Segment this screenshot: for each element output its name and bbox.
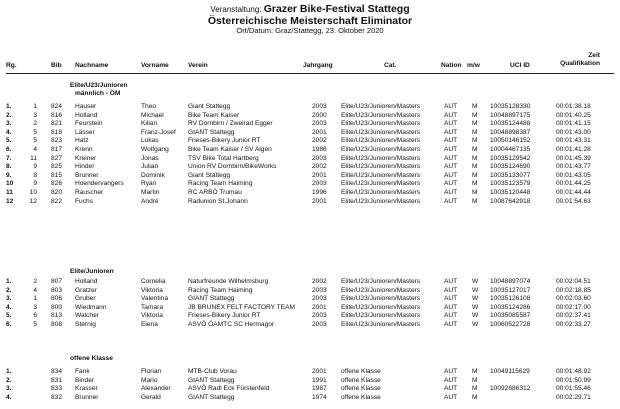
cell-bib: 827: [51, 154, 63, 162]
cell-club: Frieses-Bikery Junior RT: [188, 312, 261, 320]
cell-nation: AUT: [444, 286, 458, 294]
cell-rank: 7.: [6, 154, 12, 162]
cell-bib: 822: [51, 197, 63, 205]
cell-category: Elite/U23/Junioren/Masters: [341, 278, 421, 285]
cell-lastname: Holland: [75, 111, 98, 119]
cell-start-pos: 1: [33, 103, 37, 110]
cell-year: 2001: [312, 171, 327, 179]
cell-gender: W: [472, 295, 479, 303]
cell-lastname: Krenn: [75, 146, 93, 153]
cell-gender: M: [472, 180, 478, 188]
cell-category: Elite/U23/Junioren/Masters: [341, 189, 421, 196]
cell-category: Elite/U23/Junioren/Masters: [341, 180, 421, 188]
cell-category: Elite/U23/Junioren/Masters: [341, 295, 421, 303]
section-title: Elite/U23/Junioren: [70, 82, 128, 89]
cell-lastname: Binder: [75, 376, 95, 384]
section-title: offene Klasse: [70, 355, 113, 362]
cell-nation: AUT: [444, 154, 458, 162]
cell-rank: 2.: [6, 286, 12, 294]
cell-club: GIANT Stattegg: [188, 128, 235, 136]
cell-bib: 808: [51, 321, 63, 328]
cell-year: 1974: [312, 393, 327, 401]
col-nation: Nation: [441, 62, 462, 69]
col-uci-id: UCI ID: [510, 62, 530, 69]
cell-uci-id: 10035120448: [490, 189, 531, 196]
cell-bib: 817: [51, 146, 63, 153]
cell-bib: 816: [51, 111, 63, 119]
cell-gender: W: [472, 312, 479, 320]
cell-rank: 4.: [6, 128, 12, 136]
cell-start-pos: 10: [29, 189, 37, 196]
organizer-label: Veranstaltung:: [210, 5, 262, 14]
cell-bib: 806: [51, 295, 63, 303]
cell-firstname: Dominik: [141, 171, 165, 179]
cell-bib: 818: [51, 128, 63, 136]
cell-time: 00:01:55.46: [556, 385, 591, 393]
cell-lastname: Sternig: [75, 321, 96, 328]
cell-lastname: Krasser: [75, 385, 98, 393]
cell-time: 00:01:50.99: [556, 376, 591, 384]
cell-category: offene Klasse: [341, 376, 381, 384]
cell-time: 00:02:33.27: [556, 321, 591, 328]
cell-nation: AUT: [444, 368, 458, 375]
cell-time: 00:01:48.92: [556, 368, 591, 375]
cell-start-pos: 3: [33, 111, 37, 119]
cell-bib: 803: [51, 286, 63, 294]
cell-year: 2003: [312, 321, 327, 328]
cell-gender: M: [472, 197, 478, 205]
cell-gender: W: [472, 278, 479, 285]
cell-category: offene Klasse: [341, 385, 381, 393]
cell-time: 00:02:04.51: [556, 278, 591, 285]
cell-time: 00:02:37.41: [556, 312, 591, 320]
cell-nation: AUT: [444, 146, 458, 153]
cell-time: 00:02:17.00: [556, 303, 591, 311]
cell-club: Union RV Dornbirn/BikeWorks: [188, 163, 277, 171]
cell-start-pos: 4: [33, 286, 37, 294]
cell-club: MTB-Club Vorau: [188, 368, 237, 375]
col-time-line1: Zeit: [588, 52, 600, 59]
cell-start-pos: 6: [33, 312, 37, 320]
document-header: [0, 0, 620, 36]
cell-bib: 815: [51, 171, 63, 179]
cell-start-pos: 8: [33, 171, 37, 179]
section-subtitle: männlich - ÖM: [75, 90, 121, 97]
cell-year: 2001: [312, 368, 327, 375]
cell-uci-id: 10035129542: [490, 154, 531, 162]
cell-nation: AUT: [444, 385, 458, 393]
cell-category: Elite/U23/Junioren/Masters: [341, 197, 421, 205]
cell-club: RV Dornbirn / Zweirad Egger: [188, 120, 273, 128]
cell-year: 2002: [312, 137, 327, 145]
cell-uci-id: 10092686312: [490, 385, 531, 393]
cell-uci-id: 10060522728: [490, 321, 531, 328]
cell-bib: 826: [51, 180, 63, 188]
column-header-row: [0, 51, 620, 73]
cell-nation: AUT: [444, 278, 458, 285]
cell-start-pos: 3: [33, 303, 37, 311]
cell-firstname: André: [141, 197, 159, 205]
cell-time: 00:01:41.28: [556, 146, 591, 153]
cell-firstname: Jonas: [141, 154, 159, 162]
cell-firstname: Julian: [141, 163, 159, 171]
cell-lastname: Fuchs: [75, 197, 93, 205]
cell-category: Elite/U23/Junioren/Masters: [341, 171, 421, 179]
col-rank: Rg.: [6, 62, 17, 69]
cell-start-pos: 2: [33, 278, 37, 285]
cell-nation: AUT: [444, 295, 458, 303]
cell-club: Giant Stattegg: [188, 171, 231, 179]
col-bib: Bib: [51, 62, 62, 69]
cell-firstname: Franz-Josef: [141, 128, 176, 136]
cell-nation: AUT: [444, 120, 458, 128]
cell-club: TSV Bike Total Hartberg: [188, 154, 259, 162]
cell-gender: M: [472, 171, 478, 179]
cell-category: Elite/U23/Junioren/Masters: [341, 128, 421, 136]
cell-rank: 4.: [6, 303, 12, 311]
cell-gender: M: [472, 154, 478, 162]
cell-uci-id: 10048897074: [490, 278, 531, 285]
cell-time: 00:02:29.71: [556, 393, 591, 401]
cell-start-pos: 5: [33, 137, 37, 145]
cell-bib: 821: [51, 120, 63, 128]
cell-firstname: Kilian: [141, 120, 158, 128]
cell-year: 1987: [312, 385, 327, 393]
cell-uci-id: 10049115629: [490, 368, 530, 375]
cell-gender: W: [472, 321, 479, 328]
cell-rank: 1.: [6, 368, 12, 375]
cell-club: Bike Team Kaiser / SV Aigen: [188, 146, 272, 153]
cell-time: 00:01:43.31: [556, 137, 591, 145]
cell-club: ASVÖ ÖAMTC SC Hermagor: [188, 321, 275, 328]
cell-lastname: Wiedmann: [75, 303, 107, 311]
cell-nation: AUT: [444, 197, 458, 205]
cell-lastname: Hinder: [75, 163, 95, 171]
cell-time: 00:01:43.77: [556, 163, 591, 171]
cell-rank: 12: [6, 197, 14, 205]
cell-club: GIANT Stattegg: [188, 376, 235, 384]
cell-firstname: Wolfgang: [141, 146, 169, 153]
cell-uci-id: 10035123579: [490, 180, 531, 188]
cell-year: 2000: [312, 111, 327, 119]
cell-firstname: Alexander: [141, 385, 171, 393]
cell-rank: 3.: [6, 385, 12, 393]
col-club: Verein: [188, 62, 208, 69]
cell-uci-id: 10035124286: [490, 303, 531, 311]
cell-category: offene Klasse: [341, 393, 381, 401]
cell-rank: 5.: [6, 137, 12, 145]
cell-lastname: Brunner: [75, 171, 99, 179]
cell-club: Naturfreunde Wilhelmsburg: [188, 278, 269, 285]
cell-firstname: Florian: [141, 368, 162, 375]
cell-firstname: Valentina: [141, 295, 169, 303]
cell-firstname: Viktoria: [141, 286, 163, 294]
cell-uci-id: 10048898387: [490, 128, 531, 136]
cell-rank: 10: [6, 180, 14, 188]
cell-bib: 825: [51, 163, 63, 171]
cell-gender: W: [472, 286, 479, 294]
cell-firstname: Mario: [141, 376, 158, 384]
col-year: Jahrgang: [303, 62, 333, 69]
cell-firstname: Cornelia: [141, 278, 166, 285]
cell-uci-id: 10035126108: [490, 295, 531, 303]
cell-year: 1986: [312, 146, 327, 153]
cell-bib: 823: [51, 137, 63, 145]
cell-gender: M: [472, 163, 478, 171]
cell-uci-id: 10048897175: [490, 111, 531, 119]
cell-gender: M: [472, 368, 478, 375]
cell-year: 2003: [312, 154, 327, 162]
cell-rank: 1.: [6, 103, 12, 110]
cell-category: Elite/U23/Junioren/Masters: [341, 146, 421, 153]
cell-rank: 2.: [6, 111, 12, 119]
cell-nation: AUT: [444, 393, 458, 401]
cell-lastname: Hatz: [75, 137, 89, 145]
cell-category: Elite/U23/Junioren/Masters: [341, 154, 421, 162]
cell-nation: AUT: [444, 137, 458, 145]
cell-club: GIANT Stattegg: [188, 295, 235, 303]
cell-lastname: Hauser: [75, 103, 97, 110]
cell-year: 2001: [312, 128, 327, 136]
cell-bib: 833: [51, 385, 63, 393]
cell-club: Racing Team Haiming: [188, 180, 253, 188]
cell-rank: 9.: [6, 171, 12, 179]
cell-lastname: Walcher: [75, 312, 99, 320]
cell-year: 2003: [312, 120, 327, 128]
cell-lastname: Gruber: [75, 295, 96, 303]
cell-year: 2003: [312, 103, 327, 110]
cell-category: offene Klasse: [341, 368, 381, 375]
cell-category: Elite/U23/Junioren/Masters: [341, 137, 421, 145]
cell-lastname: Kreiner: [75, 154, 97, 162]
cell-lastname: Feurstein: [75, 120, 103, 128]
cell-club: ASVÖ Radl Eck Fürstenfeld: [188, 385, 270, 393]
cell-year: 1996: [312, 189, 327, 196]
cell-nation: AUT: [444, 303, 458, 311]
result-row: [0, 393, 620, 402]
cell-year: 1991: [312, 376, 327, 384]
cell-firstname: Michael: [141, 111, 164, 119]
cell-uci-id: 10035124488: [490, 120, 531, 128]
col-gender: m/w: [467, 62, 480, 69]
cell-uci-id: 10035133077: [490, 171, 531, 179]
cell-gender: M: [472, 128, 478, 136]
cell-rank: 3.: [6, 295, 12, 303]
cell-club: JB BRUNEX FELT FACTORY TEAM: [188, 303, 295, 311]
cell-rank: 2.: [6, 376, 12, 384]
cell-club: Bike Team Kaiser: [188, 111, 240, 119]
cell-category: Elite/U23/Junioren/Masters: [341, 321, 421, 328]
col-lastname: Nachname: [75, 62, 109, 69]
cell-category: Elite/U23/Junioren/Masters: [341, 103, 421, 110]
cell-time: 00:01:38.18: [556, 103, 591, 110]
cell-lastname: Rauscher: [75, 189, 104, 196]
cell-nation: AUT: [444, 103, 458, 110]
cell-category: Elite/U23/Junioren/Masters: [341, 312, 421, 320]
cell-rank: 1.: [6, 278, 12, 285]
cell-category: Elite/U23/Junioren/Masters: [341, 111, 421, 119]
cell-time: 00:01:43.00: [556, 128, 591, 136]
cell-time: 00:01:40.25: [556, 111, 591, 119]
cell-uci-id: 10035128330: [490, 103, 531, 110]
cell-category: Elite/U23/Junioren/Masters: [341, 286, 421, 294]
cell-start-pos: 1: [33, 295, 37, 303]
cell-gender: M: [472, 111, 478, 119]
cell-club: GIANT Stattegg: [188, 393, 235, 401]
cell-nation: AUT: [444, 163, 458, 171]
cell-nation: AUT: [444, 111, 458, 119]
cell-time: 00:02:03.60: [556, 295, 591, 303]
cell-uci-id: 10035085587: [490, 312, 531, 320]
cell-firstname: Gerald: [141, 393, 161, 401]
page-title: Österreichische Meisterschaft Eliminator: [207, 15, 413, 28]
event-name: Grazer Bike-Festival Stattegg: [263, 3, 410, 15]
col-category: Cat.: [384, 62, 397, 69]
cell-bib: 831: [51, 376, 63, 384]
cell-bib: 800: [51, 303, 63, 311]
cell-bib: 824: [51, 103, 63, 110]
cell-gender: W: [472, 303, 479, 311]
cell-category: Elite/U23/Junioren/Masters: [341, 120, 421, 128]
col-firstname: Vorname: [141, 62, 169, 69]
cell-nation: AUT: [444, 128, 458, 136]
cell-start-pos: 11: [30, 154, 37, 162]
cell-bib: 813: [51, 312, 63, 320]
cell-firstname: Theo: [141, 103, 157, 110]
cell-year: 2003: [312, 180, 327, 188]
location-date: Ort/Datum: Graz/Stattegg, 23. Oktober 2020: [236, 26, 384, 36]
cell-time: 00:01:44.25: [556, 180, 591, 188]
cell-year: 2003: [312, 312, 327, 320]
col-time: [550, 52, 600, 67]
cell-club: Frieses-Bikery Junior RT: [188, 137, 261, 145]
cell-time: 00:01:41.15: [556, 120, 591, 128]
cell-gender: M: [472, 385, 478, 393]
cell-start-pos: 5: [33, 128, 37, 136]
cell-time: 00:01:54.63: [556, 197, 591, 205]
cell-uci-id: 10050146152: [490, 137, 531, 145]
cell-nation: AUT: [444, 376, 458, 384]
cell-bib: 807: [51, 278, 63, 285]
cell-start-pos: 2: [33, 120, 37, 128]
cell-lastname: Lässer: [75, 128, 95, 136]
cell-nation: AUT: [444, 180, 458, 188]
cell-uci-id: 10004467135: [490, 146, 531, 153]
cell-time: 00:01:44.44: [556, 189, 591, 196]
cell-bib: 820: [51, 189, 63, 196]
cell-year: 2002: [312, 278, 327, 285]
cell-bib: 832: [51, 393, 63, 401]
cell-bib: 834: [51, 368, 63, 375]
cell-club: RC ARBÖ Trumau: [188, 189, 242, 196]
cell-year: 2003: [312, 295, 327, 303]
header-divider: [6, 73, 614, 74]
cell-rank: 6.: [6, 146, 12, 153]
cell-firstname: Tamara: [141, 303, 163, 311]
cell-start-pos: 5: [33, 321, 37, 328]
cell-gender: M: [472, 120, 478, 128]
cell-lastname: Holland: [75, 278, 98, 285]
cell-category: Elite/U23/Junioren/Masters: [341, 303, 421, 311]
cell-year: 2001: [312, 303, 327, 311]
cell-start-pos: 9: [33, 180, 37, 188]
cell-club: Radunion St.Johann: [188, 197, 248, 205]
cell-lastname: Fank: [75, 368, 90, 375]
cell-nation: AUT: [444, 171, 458, 179]
cell-firstname: Ryan: [141, 180, 157, 188]
cell-club: Racing Team Haiming: [188, 286, 253, 294]
cell-time: 00:01:45.39: [556, 154, 591, 162]
cell-start-pos: 4: [33, 146, 37, 153]
cell-start-pos: 12: [29, 197, 37, 205]
cell-category: Elite/U23/Junioren/Masters: [341, 163, 421, 171]
cell-firstname: Viktoria: [141, 312, 163, 320]
cell-gender: M: [472, 146, 478, 153]
section-title: Elite/Junioren: [70, 268, 114, 275]
cell-club: Giant Stattegg: [188, 103, 231, 110]
cell-nation: AUT: [444, 312, 458, 320]
cell-uci-id: 10035124690: [490, 163, 531, 171]
cell-gender: M: [472, 376, 478, 384]
cell-firstname: Martin: [141, 189, 160, 196]
cell-year: 2003: [312, 286, 327, 294]
cell-rank: 6.: [6, 321, 12, 328]
cell-year: 2001: [312, 197, 327, 205]
event-line: [0, 0, 620, 15]
cell-year: 2002: [312, 163, 327, 171]
cell-rank: 3.: [6, 120, 12, 128]
cell-gender: M: [472, 189, 478, 196]
cell-rank: 8.: [6, 163, 12, 171]
cell-uci-id: 10035127017: [490, 286, 531, 294]
cell-gender: M: [472, 393, 478, 401]
cell-rank: 11: [6, 189, 13, 196]
cell-lastname: Hoendervangers: [75, 180, 124, 188]
cell-time: 00:02:18.85: [556, 286, 591, 294]
result-row: [0, 320, 620, 329]
cell-lastname: Gratzer: [75, 286, 97, 294]
result-row: [0, 197, 620, 206]
cell-nation: AUT: [444, 321, 458, 328]
cell-gender: M: [472, 137, 478, 145]
cell-uci-id: 10087642918: [490, 197, 531, 205]
cell-gender: M: [472, 103, 478, 110]
cell-time: 00:01:43.05: [556, 171, 591, 179]
cell-rank: 5.: [6, 312, 12, 320]
cell-nation: AUT: [444, 189, 458, 196]
col-time-line2: Qualifikation: [560, 59, 600, 67]
cell-lastname: Brunner: [75, 393, 99, 401]
cell-firstname: Lukas: [141, 137, 159, 145]
cell-firstname: Elena: [141, 321, 158, 328]
cell-rank: 4.: [6, 393, 12, 401]
cell-start-pos: 9: [33, 163, 37, 171]
